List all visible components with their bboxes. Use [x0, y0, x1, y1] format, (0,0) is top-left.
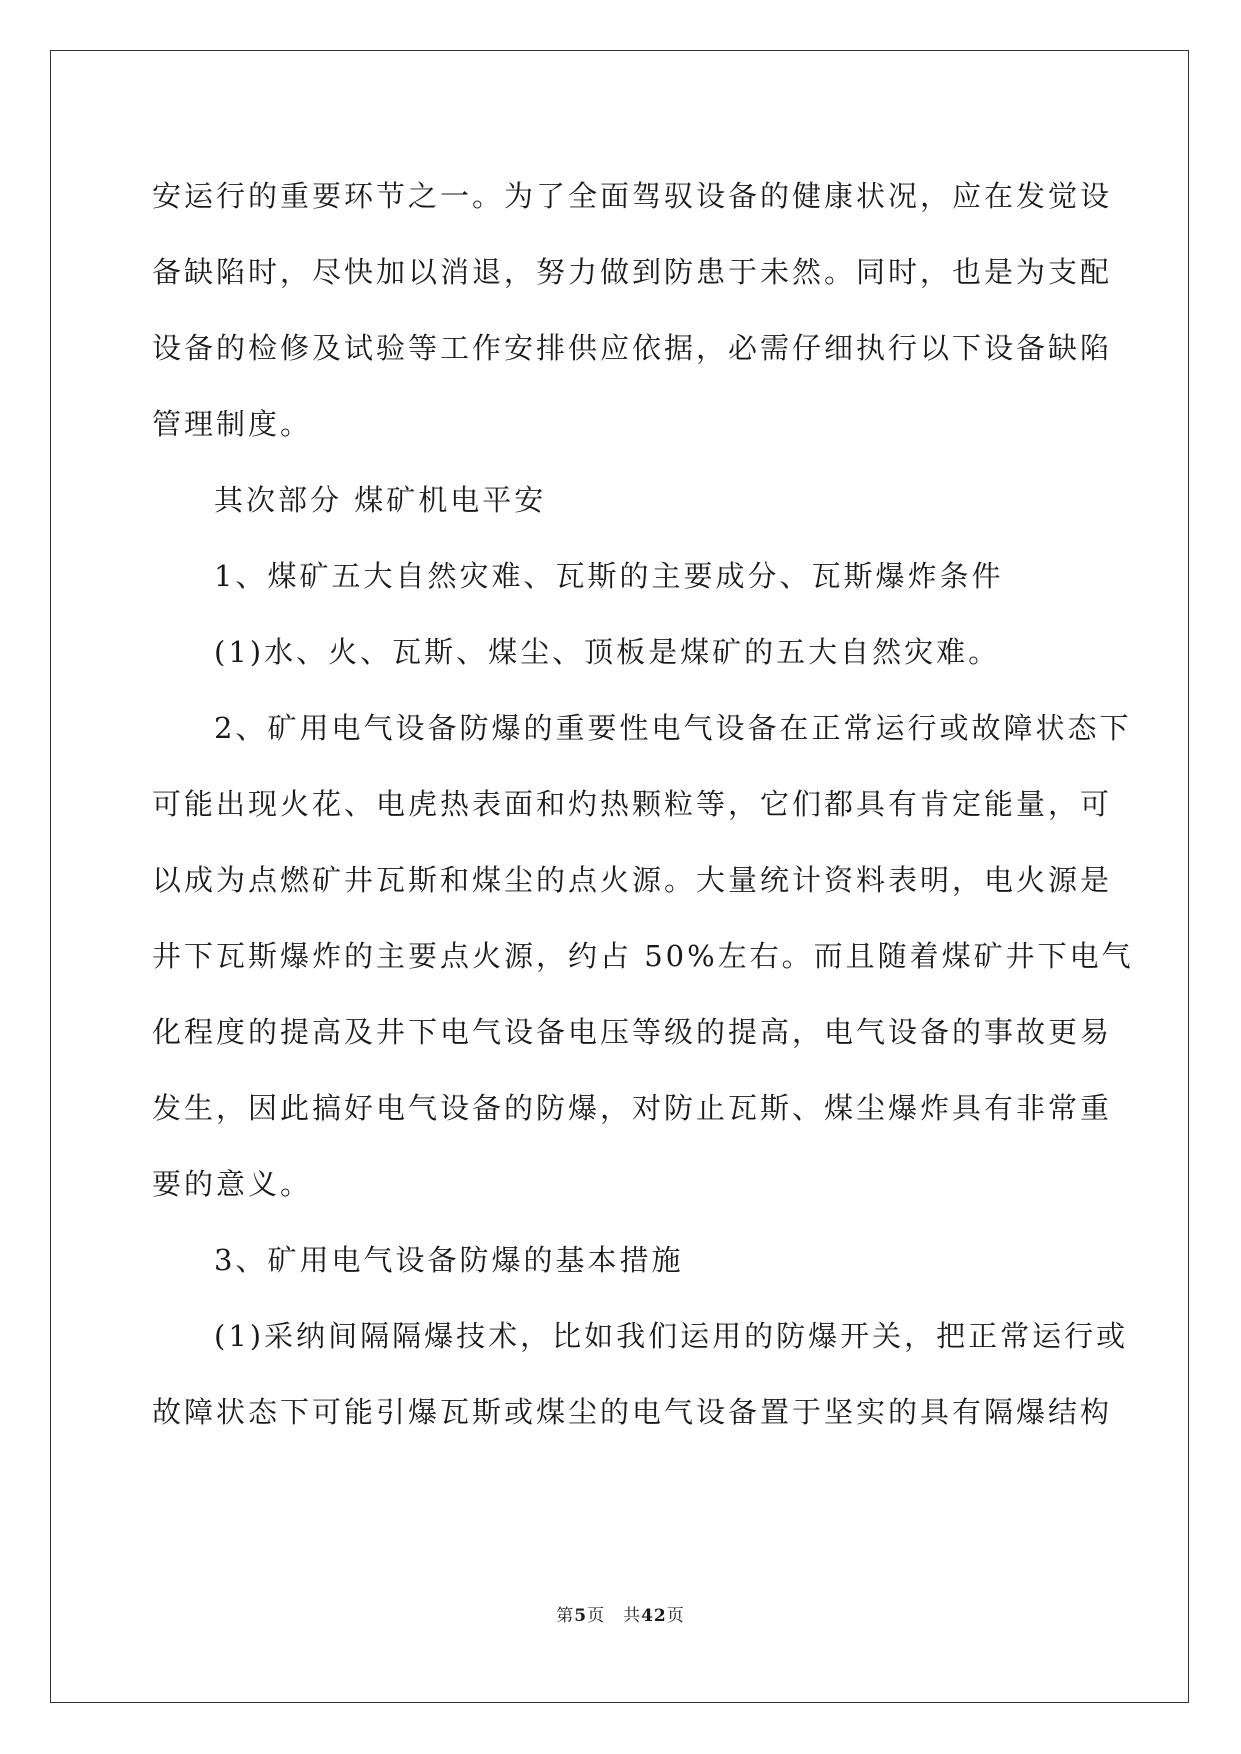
subsection-heading: 3、矿用电气设备防爆的基本措施: [214, 1243, 684, 1277]
subsection-heading: 1、煤矿五大自然灾难、瓦斯的主要成分、瓦斯爆炸条件: [214, 559, 1004, 593]
paragraph-line: 备缺陷时，尽快加以消退，努力做到防患于未然。同时，也是为支配: [152, 255, 1113, 289]
paragraph-line: 2、矿用电气设备防爆的重要性电气设备在正常运行或故障状态下: [214, 711, 1132, 745]
page-prefix: 第: [556, 1606, 575, 1626]
section-heading: 其次部分 煤矿机电平安: [214, 483, 547, 517]
paragraph-line: 设备的检修及试验等工作安排供应依据，必需仔细执行以下设备缺陷: [152, 331, 1113, 365]
paragraph-line: 化程度的提高及井下电气设备电压等级的提高，电气设备的事故更易: [152, 1015, 1113, 1049]
paragraph-line: 安运行的重要环节之一。为了全面驾驭设备的健康状况，应在发觉设: [152, 179, 1113, 213]
paragraph-line: 管理制度。: [152, 407, 313, 441]
document-body: [152, 158, 1134, 1450]
page-suffix: 页: [587, 1606, 606, 1626]
paragraph-line: 发生，因此搞好电气设备的防爆，对防止瓦斯、煤尘爆炸具有非常重: [152, 1091, 1113, 1125]
paragraph-line: 故障状态下可能引爆瓦斯或煤尘的电气设备置于坚实的具有隔爆结构: [152, 1395, 1113, 1429]
paragraph-line: 以成为点燃矿井瓦斯和煤尘的点火源。大量统计资料表明，电火源是: [152, 863, 1113, 897]
paragraph-line: 可能出现火花、电虎热表面和灼热颗粒等，它们都具有肯定能量，可: [152, 787, 1113, 821]
total-prefix: 共: [623, 1606, 642, 1626]
paragraph-line: (1)采纳间隔隔爆技术，比如我们运用的防爆开关，把正常运行或: [214, 1319, 1129, 1353]
total-suffix: 页: [666, 1606, 685, 1626]
paragraph-line: (1)水、火、瓦斯、煤尘、顶板是煤矿的五大自然灾难。: [214, 635, 1001, 669]
total-pages: 42: [641, 1606, 667, 1626]
page-number: 5: [574, 1606, 588, 1626]
page-footer: [0, 1606, 1241, 1626]
paragraph-line: 井下瓦斯爆炸的主要点火源，约占 50%左右。而且随着煤矿井下电气: [152, 939, 1134, 973]
paragraph-line: 要的意义。: [152, 1167, 313, 1201]
